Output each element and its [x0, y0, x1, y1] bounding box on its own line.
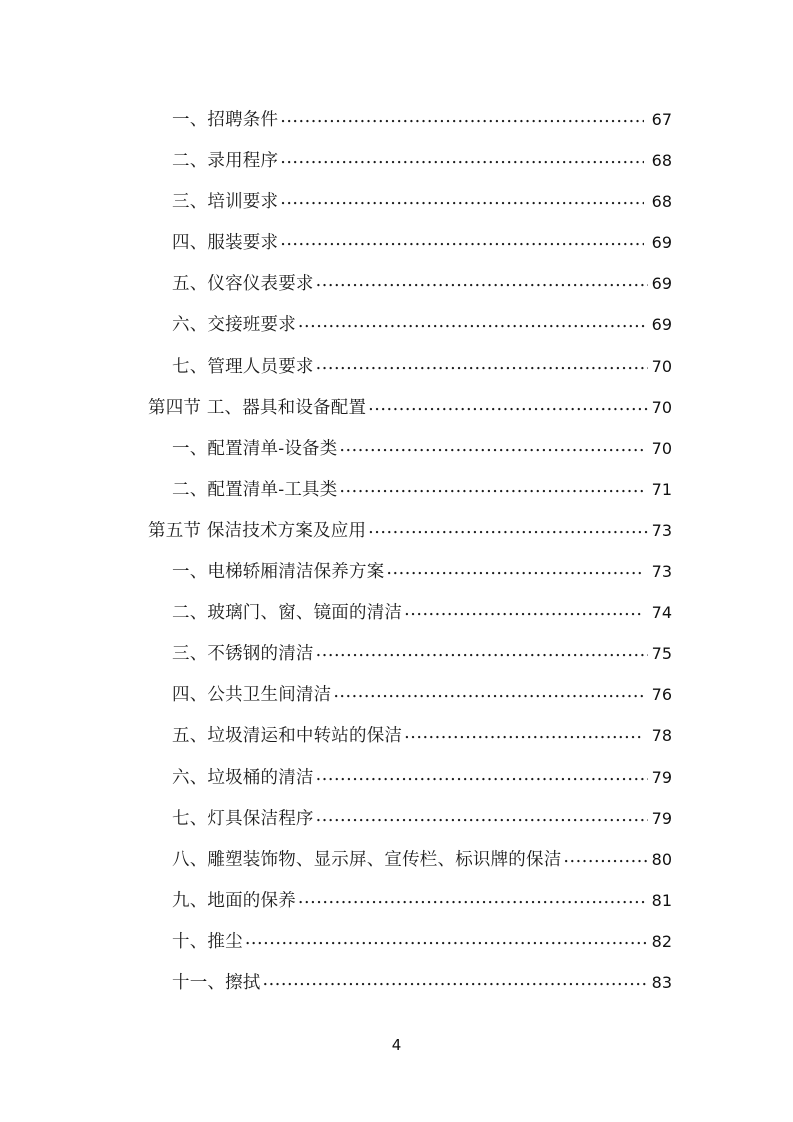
toc-entry-title: 一、招聘条件 — [172, 110, 279, 130]
toc-entry-title: 第四节 工、器具和设备配置 — [148, 397, 367, 418]
toc-entry[interactable] — [148, 181, 672, 222]
toc-entry[interactable] — [148, 140, 672, 181]
table-of-contents — [148, 99, 672, 1003]
toc-entry[interactable] — [148, 346, 672, 387]
toc-entry-title: 六、垃圾桶的清洁 — [172, 767, 314, 788]
toc-entry-page-number: 70 — [651, 356, 672, 376]
dot-leader — [339, 438, 644, 454]
dot-leader — [404, 602, 644, 618]
toc-entry-title: 二、配置清单-工具类 — [172, 479, 338, 500]
toc-entry-page-number: 76 — [651, 685, 672, 705]
toc-entry-title: 二、玻璃门、窗、镜面的清洁 — [172, 603, 403, 624]
toc-entry-title: 十一、擦拭 — [172, 972, 261, 993]
toc-entry-title: 五、仪容仪表要求 — [172, 274, 314, 295]
toc-entry[interactable] — [148, 962, 672, 1003]
toc-entry-page-number: 67 — [651, 110, 672, 129]
toc-entry-page-number: 69 — [651, 315, 672, 335]
dot-leader — [368, 520, 648, 536]
dot-leader — [280, 232, 644, 248]
toc-entry[interactable] — [148, 880, 672, 921]
toc-entry-page-number: 70 — [651, 438, 672, 458]
toc-entry[interactable] — [148, 798, 672, 839]
toc-entry[interactable] — [148, 263, 672, 304]
toc-entry-page-number: 78 — [651, 726, 672, 746]
toc-entry-title: 七、管理人员要求 — [172, 356, 314, 377]
toc-entry-title: 三、不锈钢的清洁 — [172, 644, 314, 665]
dot-leader — [316, 767, 648, 783]
toc-entry-page-number: 71 — [651, 479, 672, 499]
toc-entry-title: 第五节 保洁技术方案及应用 — [148, 520, 367, 541]
toc-entry-page-number: 75 — [651, 644, 672, 664]
toc-entry-title: 八、雕塑装饰物、显示屏、宣传栏、标识牌的保洁 — [172, 849, 562, 870]
toc-entry[interactable] — [148, 757, 672, 798]
toc-entry[interactable] — [148, 674, 672, 715]
page-number-folio: 4 — [391, 1036, 402, 1054]
dot-leader — [280, 109, 644, 125]
dot-leader — [298, 314, 648, 330]
toc-entry-title: 五、垃圾清运和中转站的保洁 — [172, 726, 403, 747]
toc-entry-title: 四、服装要求 — [172, 233, 279, 254]
toc-entry[interactable] — [148, 304, 672, 345]
toc-entry-page-number: 69 — [651, 274, 672, 294]
toc-entry-page-number: 79 — [651, 767, 672, 787]
dot-leader — [563, 849, 648, 865]
dot-leader — [263, 972, 649, 988]
toc-entry-page-number: 74 — [651, 603, 672, 623]
toc-entry[interactable] — [148, 592, 672, 633]
dot-leader — [316, 643, 648, 659]
toc-entry-title: 九、地面的保养 — [172, 890, 296, 911]
toc-entry-page-number: 83 — [651, 972, 672, 992]
toc-entry-title: 二、录用程序 — [172, 151, 279, 172]
toc-entry-page-number: 70 — [651, 397, 672, 417]
dot-leader — [298, 890, 648, 906]
toc-entry-page-number: 68 — [651, 192, 672, 212]
dot-leader — [280, 150, 644, 166]
toc-entry-title: 一、电梯轿厢清洁保养方案 — [172, 562, 385, 583]
dot-leader — [386, 561, 644, 577]
toc-entry-page-number: 69 — [651, 233, 672, 253]
dot-leader — [316, 356, 648, 372]
toc-entry-page-number: 73 — [651, 562, 672, 582]
toc-entry-title: 七、灯具保洁程序 — [172, 808, 314, 829]
dot-leader — [333, 684, 644, 700]
dot-leader — [316, 273, 648, 289]
toc-entry[interactable] — [148, 839, 672, 880]
toc-entry-page-number: 68 — [651, 151, 672, 171]
toc-entry-title: 十、推尘 — [172, 931, 243, 952]
toc-entry[interactable] — [148, 510, 672, 551]
toc-entry-title: 六、交接班要求 — [172, 315, 296, 336]
toc-entry[interactable] — [148, 921, 672, 962]
toc-entry[interactable] — [148, 99, 672, 140]
toc-entry-page-number: 82 — [651, 931, 672, 951]
toc-entry-page-number: 79 — [651, 808, 672, 828]
toc-entry-title: 三、培训要求 — [172, 192, 279, 213]
dot-leader — [404, 725, 644, 741]
toc-entry-page-number: 73 — [651, 520, 672, 540]
dot-leader — [368, 397, 648, 413]
dot-leader — [316, 808, 648, 824]
dot-leader — [339, 479, 644, 495]
toc-entry-title: 四、公共卫生间清洁 — [172, 685, 332, 706]
toc-entry[interactable] — [148, 222, 672, 263]
toc-entry[interactable] — [148, 715, 672, 756]
dot-leader — [245, 931, 648, 947]
toc-entry-page-number: 80 — [651, 849, 672, 869]
toc-entry[interactable] — [148, 469, 672, 510]
toc-entry-title: 一、配置清单-设备类 — [172, 438, 338, 459]
toc-entry[interactable] — [148, 387, 672, 428]
toc-entry-page-number: 81 — [651, 890, 672, 910]
dot-leader — [280, 191, 644, 207]
toc-entry[interactable] — [148, 551, 672, 592]
toc-entry[interactable] — [148, 428, 672, 469]
toc-entry[interactable] — [148, 633, 672, 674]
